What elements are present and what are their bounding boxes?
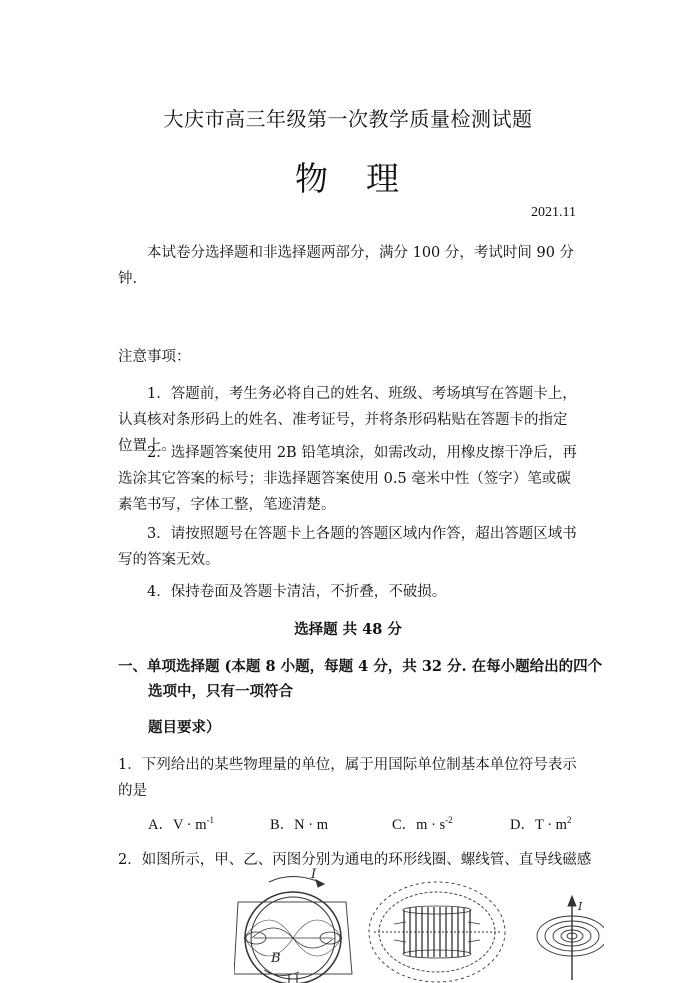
field-label-b: B (271, 951, 281, 966)
solenoid-figure (369, 882, 505, 982)
option-c-label: C．m · s (392, 817, 446, 833)
intro-paragraph: 本试卷分选择题和非选择题两部分，满分 100 分，考试时间 90 分钟. (118, 245, 575, 287)
notice-item-1: 1．答题前，考生务必将自己的姓名、班级、考场填写在答题卡上，认真核对条形码上的姓名、准考证号，并将条形码粘贴在答题卡的指定位置上。 (118, 386, 577, 454)
option-a-exponent: -1 (206, 815, 215, 826)
ring-coil-figure (234, 876, 352, 983)
exam-date: 2021.11 (531, 205, 576, 220)
option-c-exponent: -2 (445, 815, 453, 826)
section-title: 选择题 共 48 分 (294, 621, 402, 638)
straight-wire-figure (537, 896, 604, 980)
question-1-stem: 1．下列给出的某些物理量的单位，属于用国际单位制基本单位符号表示的是 (118, 757, 577, 799)
part-title-line-1: 一、单项选择题 (本题 8 小题，每题 4 分，共 32 分. 在每小题给出的四个 (118, 658, 603, 675)
option-d-label: D．T · m (510, 817, 567, 833)
magnetic-field-figures (234, 862, 604, 983)
notice-title: 注意事项： (118, 349, 191, 365)
part-title-line-3: 题目要求） (148, 719, 221, 736)
part-title-line-2: 选项中，只有一项符合 (148, 683, 293, 700)
subject-title (0, 153, 696, 200)
option-d-exponent: 2 (566, 815, 572, 826)
option-a-label: A．V · m (148, 817, 207, 833)
notice-item-3: 3．请按照题号在答题卡上各题的答题区域内作答，超出答题区域书写的答案无效。 (118, 526, 577, 568)
notice-item-2: 2．选择题答案使用 2B 铅笔填涂，如需改动，用橡皮擦干净后，再选涂其它答案的标号；非选择题答案使用 0.5 毫米中性（签字）笔或碳素笔书写，字体工整，笔迹清楚。 (118, 445, 577, 513)
wire-current-label-i: I (578, 900, 583, 913)
option-b (270, 813, 328, 834)
option-a (148, 813, 214, 834)
subject-char-2: 理 (366, 159, 401, 198)
notice-item-4: 4．保持卷面及答题卡清洁，不折叠，不破损。 (147, 584, 447, 600)
subject-char-1: 物 (295, 159, 330, 198)
exam-title: 大庆市高三年级第一次教学质量检测试题 (163, 107, 533, 131)
question-2-stem: 2．如图所示，甲、乙、丙图分别为通电的环形线圈、螺线管、直导线磁感 (118, 852, 592, 868)
current-label-i: I (311, 867, 317, 882)
option-d (510, 813, 571, 834)
option-c (392, 813, 453, 834)
option-b-label: B．N · m (270, 817, 328, 833)
